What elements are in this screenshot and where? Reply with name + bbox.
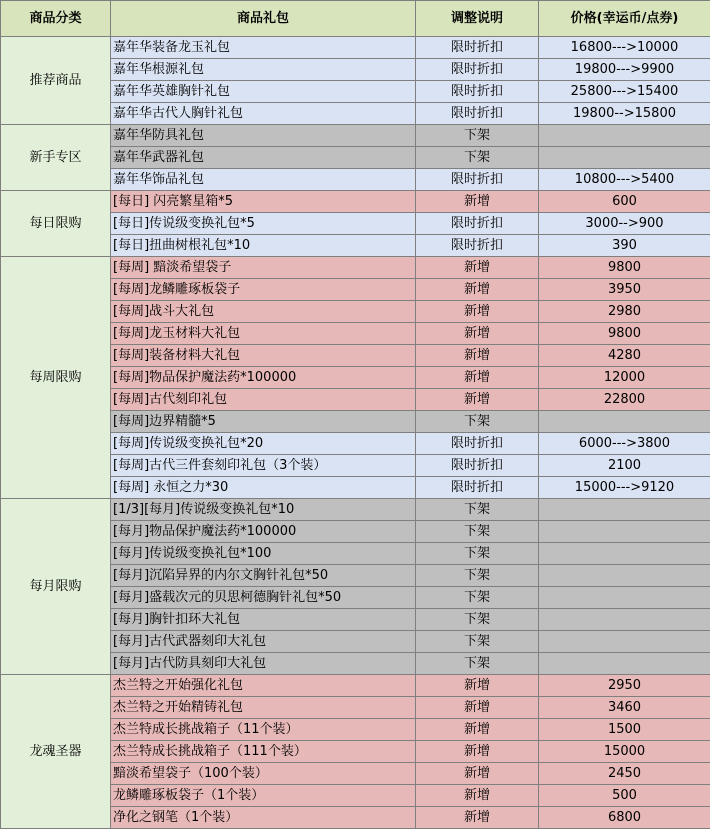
- price-cell: 2450: [539, 763, 710, 785]
- item-name-cell: [每周]龙鳞雕琢板袋子: [111, 279, 416, 301]
- price-cell: [539, 587, 710, 609]
- price-cell: 4280: [539, 345, 710, 367]
- price-cell: [539, 125, 710, 147]
- item-name-cell: [每周]古代三件套刻印礼包（3个装）: [111, 455, 416, 477]
- adjustment-note-cell: 限时折扣: [416, 433, 539, 455]
- adjustment-note-cell: 新增: [416, 763, 539, 785]
- item-name-cell: 嘉年华根源礼包: [111, 59, 416, 81]
- price-cell: [539, 609, 710, 631]
- item-name-cell: [1/3][每月]传说级变换礼包*10: [111, 499, 416, 521]
- item-name-cell: 杰兰特成长挑战箱子（11个装）: [111, 719, 416, 741]
- adjustment-note-cell: 下架: [416, 653, 539, 675]
- adjustment-note-cell: 下架: [416, 499, 539, 521]
- header-price: 价格(幸运币/点券): [539, 1, 710, 37]
- adjustment-note-cell: 限时折扣: [416, 213, 539, 235]
- category-cell: 每月限购: [1, 499, 111, 675]
- table-row: [1, 37, 710, 59]
- adjustment-note-cell: 下架: [416, 631, 539, 653]
- item-name-cell: 净化之钢笔（1个装）: [111, 807, 416, 829]
- item-name-cell: 嘉年华防具礼包: [111, 125, 416, 147]
- adjustment-note-cell: 下架: [416, 521, 539, 543]
- price-cell: 6000--->3800: [539, 433, 710, 455]
- price-cell: [539, 411, 710, 433]
- item-name-cell: [每周] 黯淡希望袋子: [111, 257, 416, 279]
- item-name-cell: [每月]古代防具刻印大礼包: [111, 653, 416, 675]
- adjustment-note-cell: 下架: [416, 565, 539, 587]
- price-cell: [539, 631, 710, 653]
- price-cell: 2980: [539, 301, 710, 323]
- price-cell: [539, 653, 710, 675]
- table-row: [1, 675, 710, 697]
- adjustment-note-cell: 新增: [416, 697, 539, 719]
- adjustment-note-cell: 新增: [416, 807, 539, 829]
- price-cell: 19800--->9900: [539, 59, 710, 81]
- category-cell: 新手专区: [1, 125, 111, 191]
- adjustment-note-cell: 新增: [416, 279, 539, 301]
- table-body: [1, 37, 710, 829]
- price-cell: 390: [539, 235, 710, 257]
- price-cell: [539, 147, 710, 169]
- price-cell: 15000: [539, 741, 710, 763]
- price-cell: 9800: [539, 257, 710, 279]
- price-cell: 10800--->5400: [539, 169, 710, 191]
- price-cell: 1500: [539, 719, 710, 741]
- adjustment-note-cell: 限时折扣: [416, 455, 539, 477]
- price-cell: [539, 565, 710, 587]
- price-cell: 6800: [539, 807, 710, 829]
- price-cell: 22800: [539, 389, 710, 411]
- price-cell: [539, 499, 710, 521]
- adjustment-note-cell: 下架: [416, 411, 539, 433]
- category-cell: 每日限购: [1, 191, 111, 257]
- item-name-cell: [每周]物品保护魔法药*100000: [111, 367, 416, 389]
- adjustment-note-cell: 新增: [416, 191, 539, 213]
- price-cell: [539, 543, 710, 565]
- item-name-cell: [每日] 闪亮繁星箱*5: [111, 191, 416, 213]
- header-note: 调整说明: [416, 1, 539, 37]
- item-name-cell: [每月]古代武器刻印大礼包: [111, 631, 416, 653]
- price-cell: 15000--->9120: [539, 477, 710, 499]
- price-cell: 3460: [539, 697, 710, 719]
- price-cell: 2950: [539, 675, 710, 697]
- item-name-cell: 杰兰特之开始精铸礼包: [111, 697, 416, 719]
- adjustment-note-cell: 下架: [416, 587, 539, 609]
- table-row: [1, 499, 710, 521]
- adjustment-note-cell: 新增: [416, 257, 539, 279]
- item-name-cell: [每周]古代刻印礼包: [111, 389, 416, 411]
- item-name-cell: [每周]装备材料大礼包: [111, 345, 416, 367]
- table-row: [1, 191, 710, 213]
- price-cell: [539, 521, 710, 543]
- item-name-cell: 嘉年华武器礼包: [111, 147, 416, 169]
- adjustment-note-cell: 新增: [416, 675, 539, 697]
- adjustment-note-cell: 限时折扣: [416, 235, 539, 257]
- adjustment-note-cell: 限时折扣: [416, 59, 539, 81]
- adjustment-note-cell: 新增: [416, 785, 539, 807]
- item-name-cell: [每周]传说级变换礼包*20: [111, 433, 416, 455]
- adjustment-note-cell: 新增: [416, 323, 539, 345]
- item-name-cell: 嘉年华饰品礼包: [111, 169, 416, 191]
- price-cell: 500: [539, 785, 710, 807]
- item-name-cell: 嘉年华英雄胸针礼包: [111, 81, 416, 103]
- category-cell: 龙魂圣器: [1, 675, 111, 829]
- item-name-cell: [每周]战斗大礼包: [111, 301, 416, 323]
- adjustment-note-cell: 下架: [416, 147, 539, 169]
- adjustment-note-cell: 限时折扣: [416, 103, 539, 125]
- adjustment-note-cell: 新增: [416, 301, 539, 323]
- adjustment-note-cell: 下架: [416, 543, 539, 565]
- price-cell: 600: [539, 191, 710, 213]
- item-name-cell: [每月]沉陷异界的内尔文胸针礼包*50: [111, 565, 416, 587]
- adjustment-note-cell: 限时折扣: [416, 37, 539, 59]
- item-name-cell: [每月]传说级变换礼包*100: [111, 543, 416, 565]
- adjustment-note-cell: 下架: [416, 125, 539, 147]
- adjustment-note-cell: 新增: [416, 389, 539, 411]
- table-row: [1, 257, 710, 279]
- item-name-cell: 黯淡希望袋子（100个装）: [111, 763, 416, 785]
- adjustment-note-cell: 下架: [416, 609, 539, 631]
- price-cell: 19800-->15800: [539, 103, 710, 125]
- item-name-cell: 嘉年华装备龙玉礼包: [111, 37, 416, 59]
- item-name-cell: [每周] 永恒之力*30: [111, 477, 416, 499]
- item-name-cell: [每月]物品保护魔法药*100000: [111, 521, 416, 543]
- adjustment-note-cell: 限时折扣: [416, 169, 539, 191]
- adjustment-note-cell: 限时折扣: [416, 477, 539, 499]
- adjustment-note-cell: 新增: [416, 345, 539, 367]
- price-cell: 9800: [539, 323, 710, 345]
- price-cell: 16800--->10000: [539, 37, 710, 59]
- price-cell: 2100: [539, 455, 710, 477]
- category-cell: 每周限购: [1, 257, 111, 499]
- adjustment-note-cell: 限时折扣: [416, 81, 539, 103]
- item-name-cell: [每月]盛载次元的贝思柯德胸针礼包*50: [111, 587, 416, 609]
- adjustment-note-cell: 新增: [416, 719, 539, 741]
- item-name-cell: 杰兰特成长挑战箱子（111个装）: [111, 741, 416, 763]
- item-name-cell: [每月]胸针扣环大礼包: [111, 609, 416, 631]
- header-item: 商品礼包: [111, 1, 416, 37]
- adjustment-note-cell: 新增: [416, 367, 539, 389]
- category-cell: 推荐商品: [1, 37, 111, 125]
- item-name-cell: 龙鳞雕琢板袋子（1个装）: [111, 785, 416, 807]
- price-cell: 12000: [539, 367, 710, 389]
- item-name-cell: [每日]传说级变换礼包*5: [111, 213, 416, 235]
- item-name-cell: [每周]龙玉材料大礼包: [111, 323, 416, 345]
- adjustment-note-cell: 新增: [416, 741, 539, 763]
- header-row: [1, 1, 710, 37]
- item-name-cell: [每周]边界精髓*5: [111, 411, 416, 433]
- header-category: 商品分类: [1, 1, 111, 37]
- price-cell: 3950: [539, 279, 710, 301]
- price-cell: 3000-->900: [539, 213, 710, 235]
- item-name-cell: [每日]扭曲树根礼包*10: [111, 235, 416, 257]
- item-name-cell: 嘉年华古代人胸针礼包: [111, 103, 416, 125]
- item-name-cell: 杰兰特之开始强化礼包: [111, 675, 416, 697]
- price-cell: 25800--->15400: [539, 81, 710, 103]
- table-row: [1, 125, 710, 147]
